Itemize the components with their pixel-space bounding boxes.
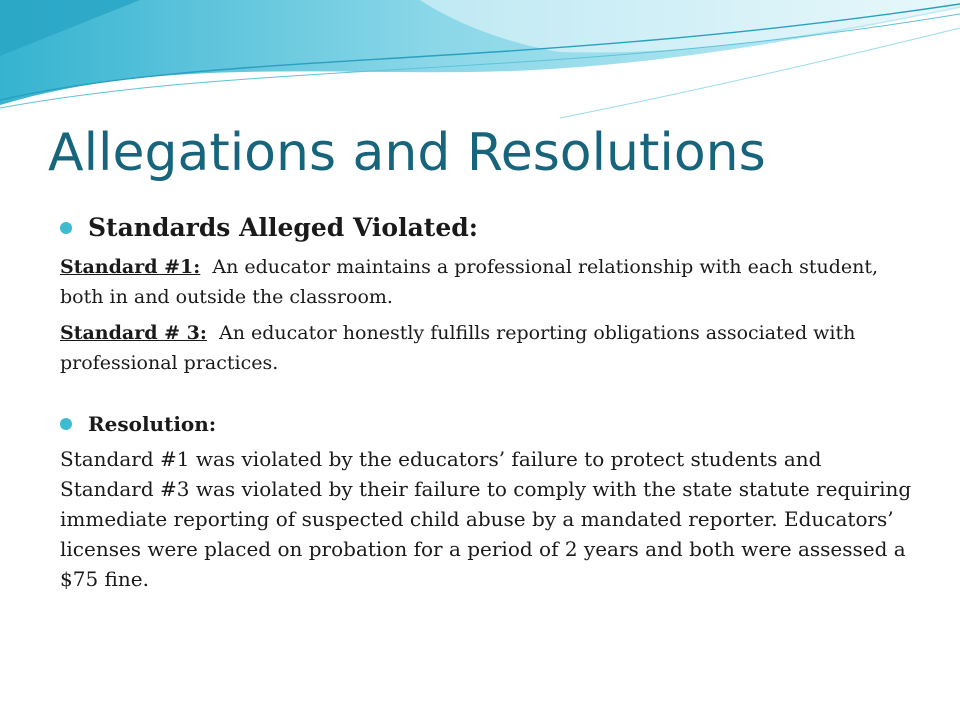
standard-3-paragraph <box>60 318 920 378</box>
standard-1-paragraph <box>60 252 920 312</box>
resolution-bullet <box>60 408 920 440</box>
resolution-paragraph: Standard #1 was violated by the educators’ failure to protect students and Standard #3 was violated by their failure to comply with the state statute requiring immediate reporting of suspected child abuse by a mandated reporter. Educators’ licenses were placed on probation for a period of 2 years and both were assessed a $75 fine. <box>60 447 912 591</box>
resolution-heading: Resolution: <box>88 412 217 436</box>
bullet-dot-icon <box>60 222 72 234</box>
standard-1-label: Standard #1: <box>60 256 201 278</box>
standards-bullet <box>60 208 920 248</box>
standard-1-text: An educator maintains a professional relationship with each student, both in and outside the classroom. <box>60 256 879 308</box>
standard-3-label: Standard # 3: <box>60 322 207 344</box>
slide-content <box>60 208 920 594</box>
standard-3-text: An educator honestly fulfills reporting obligations associated with professional practices. <box>60 322 856 374</box>
bullet-dot-icon <box>60 418 72 430</box>
slide-title: Allegations and Resolutions <box>48 123 766 183</box>
standards-heading: Standards Alleged Violated: <box>88 213 478 242</box>
section-spacer <box>60 378 920 408</box>
decorative-wave-banner <box>0 0 960 120</box>
